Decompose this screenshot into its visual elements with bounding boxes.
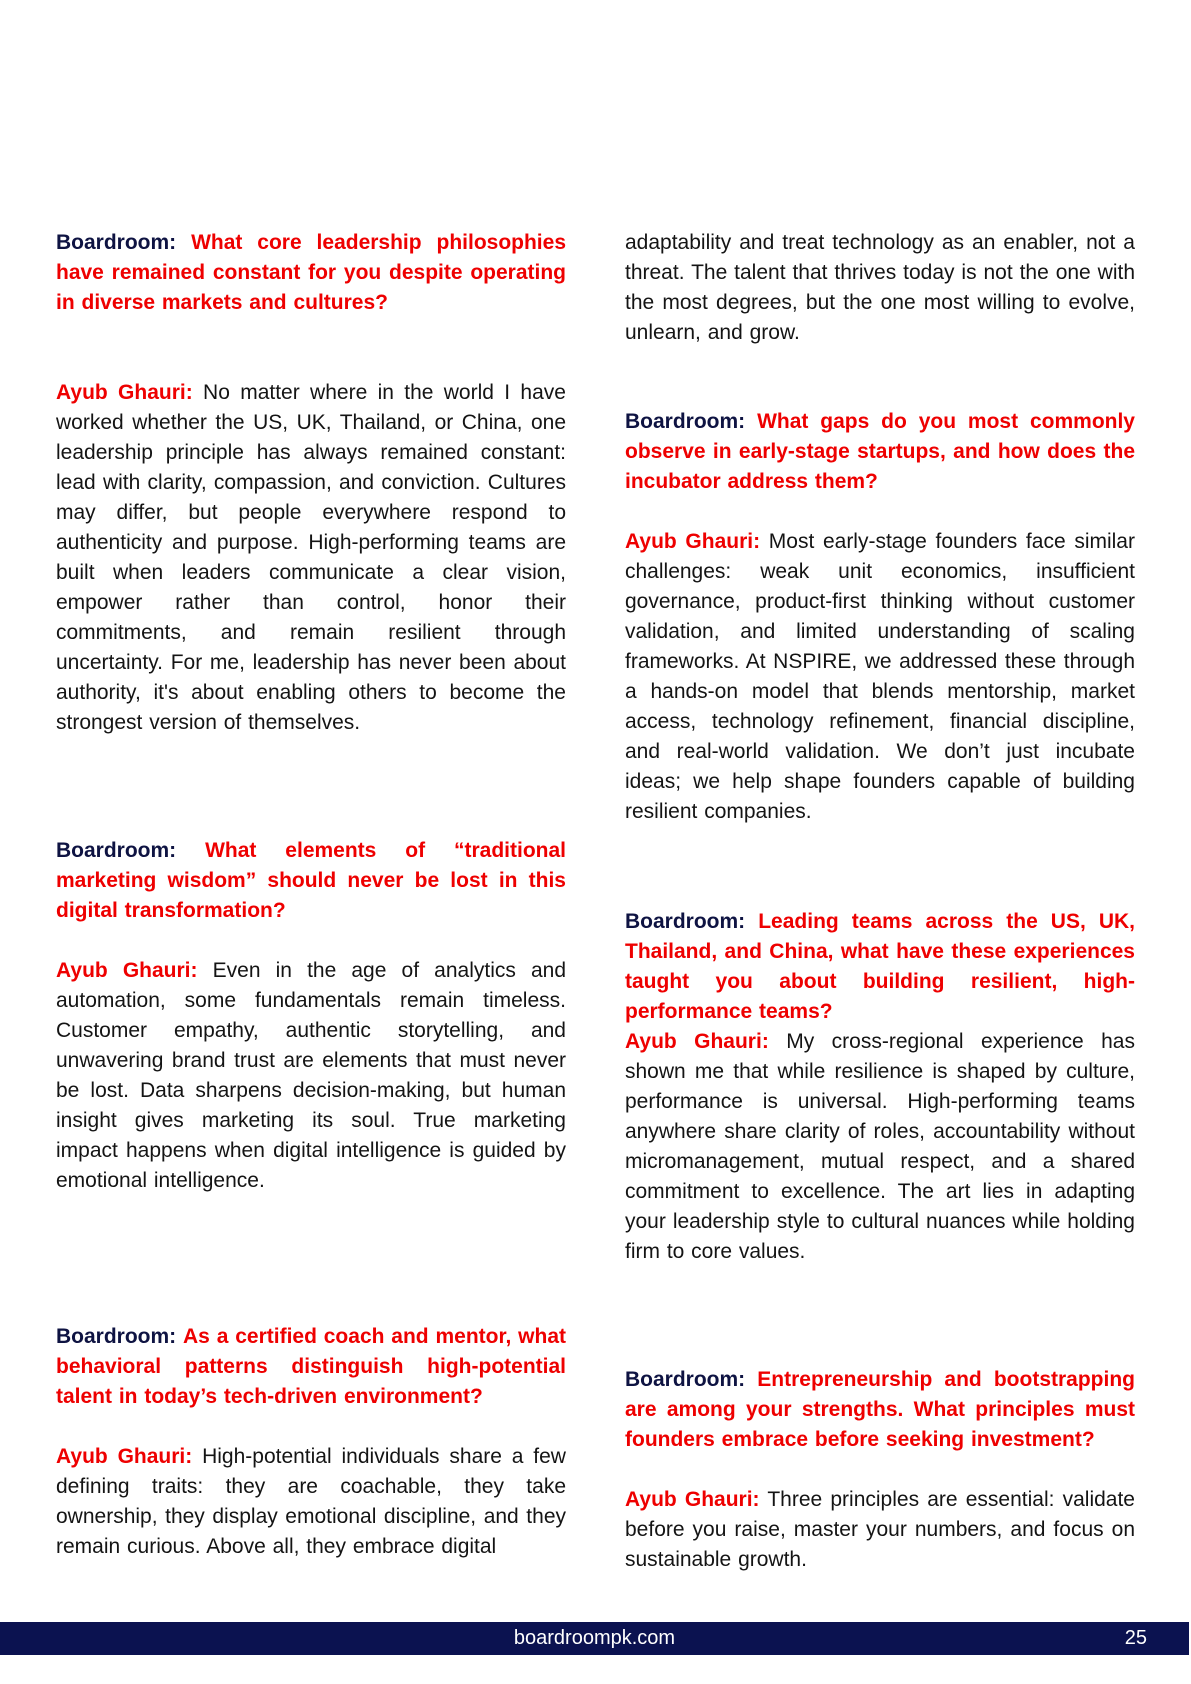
answer-traditional-marketing [56,956,566,1196]
answer-resilient-teams [625,1027,1135,1267]
answer-text: High-potential individuals share a few defining traits: they are coachable, they take ownership, they display emotional discipline, and they remain curious. Above all, they embrace digital [56,1445,566,1558]
answer-startup-gaps [625,527,1135,827]
answer-text: Even in the age of analytics and automation, some fundamentals remain timeless. Customer empathy, authentic storytelling, and unwavering brand trust are elements that must never be lost. Data sharpens decision-making, but human insight gives marketing its soul. True marketing impact happens when digital intelligence is guided by emotional intelligence. [56,959,567,1192]
question-text: What gaps do you most commonly observe in early-stage startups, and how does the incubator address them? [625,410,1135,493]
question-core-leadership [56,228,566,318]
question-resilient-teams [625,907,1135,1027]
interviewer-label: Boardroom: [56,839,177,862]
page-footer-bar [0,1622,1189,1655]
interviewee-label: Ayub Ghauri: [625,1030,769,1053]
page-number: 25 [1124,1627,1147,1649]
answer-text: Most early-stage founders face similar challenges: weak unit economics, insufficient governance, product-first thinking without customer validation, and limited understanding of scaling frameworks. At NSPIRE, we addressed these through a hands-on model that blends mentorship, market access, technology refinement, financial discipline, and real-world validation. We don’t just incubate ideas; we help shape founders capable of building resilient companies. [625,530,1135,823]
question-traditional-marketing [56,836,566,926]
footer-website-link[interactable]: boardroompk.com [513,1627,676,1649]
question-text: Leading teams across the US, UK, Thailand, and China, what have these experiences taught you about building resilient, high-performance teams? [625,910,1135,1023]
interviewee-label: Ayub Ghauri: [56,1445,193,1468]
question-text: As a certified coach and mentor, what behavioral patterns distinguish high-potential talent in today’s tech-driven environment? [56,1325,566,1408]
question-startup-gaps [625,407,1135,497]
question-high-potential-talent [56,1322,566,1412]
interviewee-label: Ayub Ghauri: [56,381,193,404]
interviewer-label: Boardroom: [56,231,177,254]
answer-text: My cross-regional experience has shown me that while resilience is shaped by culture, performance is universal. High-performing teams anywhere share clarity of roles, accountability without micromanagement, mutual respect, and a shared commitment to excellence. The art lies in adapting your leadership style to cultural nuances while holding firm to core values. [625,1030,1135,1263]
answer-high-potential-talent-continued [625,228,1135,348]
interviewee-label: Ayub Ghauri: [56,959,198,982]
question-investment-principles [625,1365,1135,1455]
answer-investment-principles [625,1485,1135,1575]
interviewer-label: Boardroom: [625,410,746,433]
question-text: What core leadership philosophies have remained constant for you despite operating in diverse markets and cultures? [56,231,566,314]
interviewer-label: Boardroom: [625,1368,746,1391]
interviewee-label: Ayub Ghauri: [625,1488,760,1511]
answer-text: No matter where in the world I have worked whether the US, UK, Thailand, or China, one leadership principle has always remained constant: lead with clarity, compassion, and conviction. Cultures may differ, but people everywhere respond to authenticity and purpose. High-performing teams are built when leaders communicate a clear vision, empower rather than control, honor their commitments, and remain resilient through uncertainty. For me, leadership has never been about authority, it's about enabling others to become the strongest version of themselves. [56,381,566,734]
interviewer-label: Boardroom: [56,1325,177,1348]
answer-core-leadership [56,378,566,738]
answer-text: adaptability and treat technology as an enabler, not a threat. The talent that thrives today is not the one with the most degrees, but the one most willing to evolve, unlearn, and grow. [625,231,1135,344]
answer-high-potential-talent [56,1442,566,1562]
interviewer-label: Boardroom: [625,910,746,933]
interviewee-label: Ayub Ghauri: [625,530,761,553]
question-text: Entrepreneurship and bootstrapping are among your strengths. What principles must founders embrace before seeking investment? [625,1368,1135,1451]
question-text: What elements of “traditional marketing wisdom” should never be lost in this digital transformation? [56,839,566,922]
answer-text: Three principles are essential: validate before you raise, master your numbers, and focus on sustainable growth. [625,1488,1135,1571]
